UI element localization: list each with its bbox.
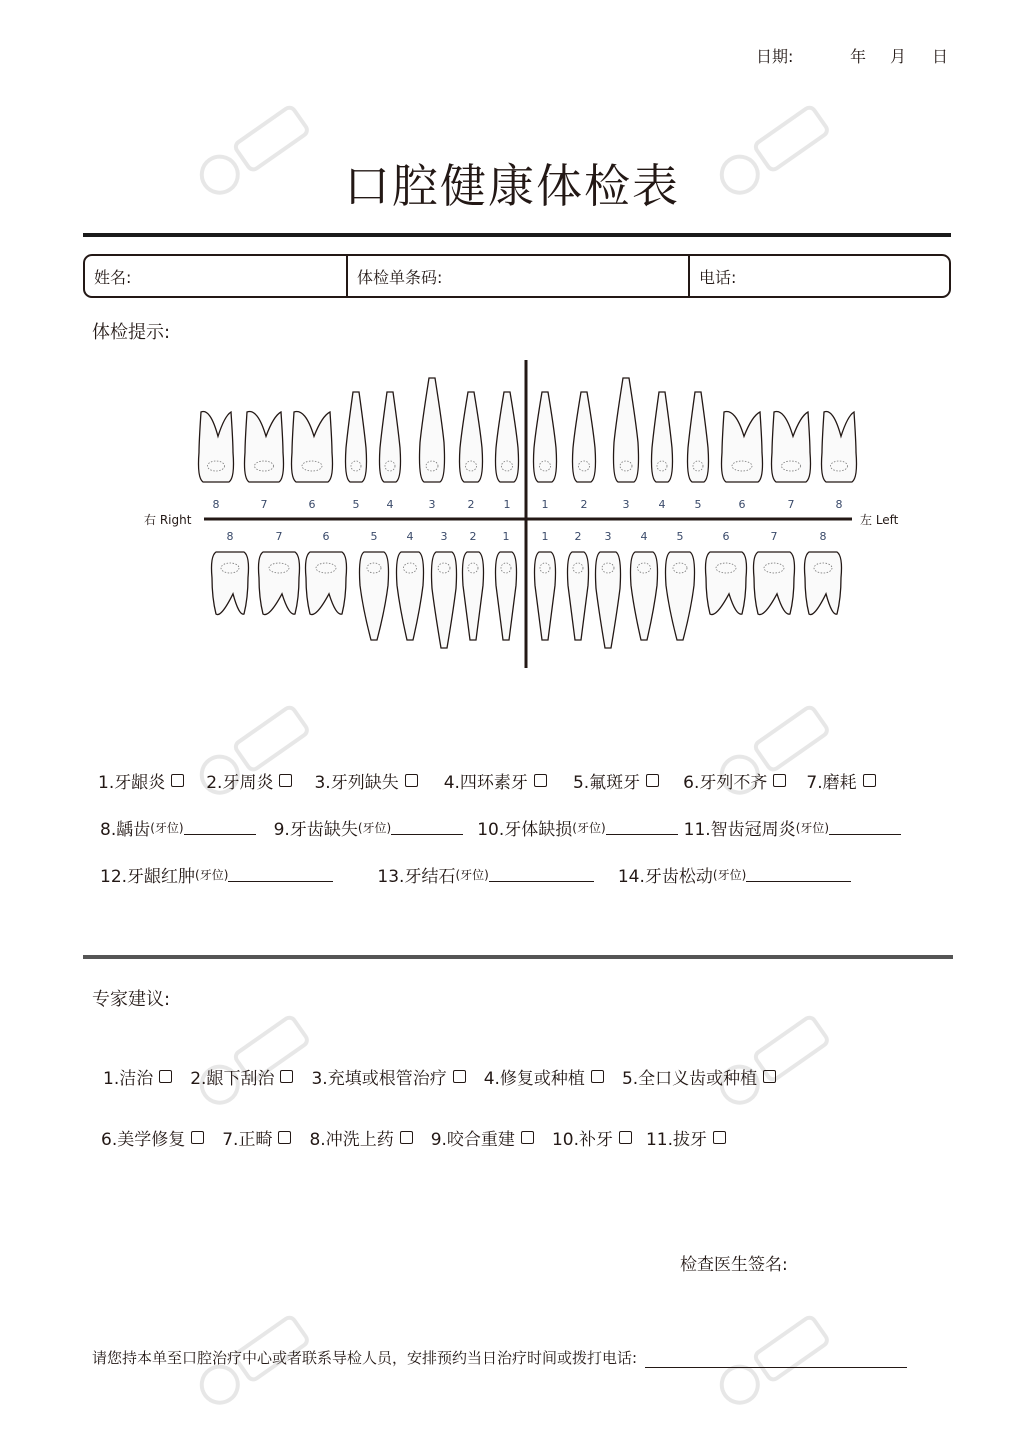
findings-row-1 xyxy=(98,768,876,793)
checkbox[interactable] xyxy=(591,1070,604,1083)
option-suffix: (牙位) xyxy=(712,868,747,882)
checkbox[interactable] xyxy=(171,774,184,787)
lower-tooth xyxy=(754,552,795,615)
upper-tooth xyxy=(614,378,639,482)
option-suffix: (牙位) xyxy=(357,821,392,835)
option-findings_row1-3[interactable] xyxy=(444,768,547,793)
checkbox[interactable] xyxy=(521,1131,534,1144)
option-label: 1.洁治 xyxy=(103,1069,154,1089)
tooth-number: 2 xyxy=(580,498,588,511)
option-label: 1.牙龈炎 xyxy=(98,773,166,793)
option-findings_row1-2[interactable] xyxy=(314,768,417,793)
option-suffix: (牙位) xyxy=(572,821,606,835)
tooth-number: 3 xyxy=(622,498,630,511)
date-year: 年 xyxy=(850,47,867,66)
option-findings_row3-0[interactable] xyxy=(100,862,333,887)
lower-tooth xyxy=(596,552,621,648)
tooth-position-blank[interactable] xyxy=(184,820,256,835)
upper-tooth xyxy=(460,392,483,482)
lower-tooth xyxy=(568,552,589,640)
signature-label: 检查医生签名: xyxy=(680,1255,788,1275)
checkbox[interactable] xyxy=(400,1131,413,1144)
footer-text: 请您持本单至口腔治疗中心或者联系导检人员，安排预约当日治疗时间或拨打电话: xyxy=(92,1349,638,1367)
checkbox[interactable] xyxy=(453,1070,466,1083)
findings-row-3 xyxy=(100,862,851,887)
option-suffix: (牙位) xyxy=(795,821,830,835)
option-advice_row2-3[interactable] xyxy=(431,1125,534,1150)
tooth-number: 5 xyxy=(694,498,702,511)
option-findings_row1-6[interactable] xyxy=(806,768,875,793)
option-suffix: (牙位) xyxy=(455,868,489,882)
tooth-number: 5 xyxy=(370,530,378,543)
section-divider xyxy=(83,955,953,959)
name-label: 姓名: xyxy=(94,267,132,287)
lower-tooth xyxy=(631,552,658,640)
option-label: 5.氟斑牙 xyxy=(572,773,641,793)
phone-field[interactable] xyxy=(688,256,949,296)
option-findings_row3-2[interactable] xyxy=(618,862,851,887)
tooth-number: 5 xyxy=(676,530,684,543)
option-advice_row1-3[interactable] xyxy=(484,1064,604,1089)
option-advice_row2-4[interactable] xyxy=(552,1125,632,1150)
tooth-position-blank[interactable] xyxy=(489,867,594,882)
checkbox[interactable] xyxy=(280,1070,293,1083)
upper-tooth xyxy=(380,392,401,482)
lower-tooth xyxy=(805,552,842,615)
option-label: 11.拔牙 xyxy=(645,1130,708,1150)
tooth-number: 2 xyxy=(467,498,475,511)
phone-label: 电话: xyxy=(699,267,737,287)
option-label: 8.冲洗上药 xyxy=(309,1130,394,1150)
option-findings_row2-0[interactable] xyxy=(100,815,256,840)
tooth-number: 7 xyxy=(275,530,283,543)
watermark-logo xyxy=(705,998,846,1122)
option-label: 8.龋齿 xyxy=(100,820,151,840)
date-label: 日期: xyxy=(756,47,794,66)
tooth-number: 1 xyxy=(541,498,549,511)
tooth-number: 6 xyxy=(722,530,730,543)
tooth-number: 7 xyxy=(770,530,778,543)
date-day: 日 xyxy=(932,47,949,66)
upper-tooth xyxy=(652,392,673,482)
checkbox[interactable] xyxy=(773,774,786,787)
patient-info-box xyxy=(83,254,951,298)
upper-tooth xyxy=(496,392,519,482)
lower-tooth xyxy=(432,552,457,648)
tooth-number: 5 xyxy=(352,498,360,511)
option-label: 11.智齿冠周炎 xyxy=(683,820,796,840)
tooth-number: 8 xyxy=(835,498,843,511)
checkbox[interactable] xyxy=(713,1131,726,1144)
option-findings_row1-5[interactable] xyxy=(683,768,786,793)
lower-tooth xyxy=(360,552,389,640)
dental-chart xyxy=(140,358,910,670)
option-advice_row2-0[interactable] xyxy=(101,1125,204,1150)
option-suffix: (牙位) xyxy=(150,821,184,835)
option-label: 10.牙体缺损 xyxy=(477,820,573,840)
lower-tooth xyxy=(212,552,249,615)
tooth-number: 3 xyxy=(604,530,612,543)
lower-tooth xyxy=(706,552,747,615)
checkbox[interactable] xyxy=(534,774,547,787)
right-label: 右 Right xyxy=(144,513,192,527)
lower-tooth xyxy=(397,552,424,640)
option-label: 10.补牙 xyxy=(551,1130,613,1150)
checkbox[interactable] xyxy=(278,1131,291,1144)
option-findings_row1-1[interactable] xyxy=(206,768,292,793)
checkbox[interactable] xyxy=(646,774,659,787)
tooth-position-blank[interactable] xyxy=(746,867,851,882)
option-findings_row1-4[interactable] xyxy=(573,768,659,793)
tooth-number: 4 xyxy=(386,498,394,511)
checkbox[interactable] xyxy=(279,774,292,787)
option-label: 4.修复或种植 xyxy=(483,1069,585,1089)
tooth-position-blank[interactable] xyxy=(228,867,333,882)
option-label: 2.龈下刮治 xyxy=(190,1069,275,1089)
tooth-number: 6 xyxy=(308,498,316,511)
checkbox[interactable] xyxy=(405,774,418,787)
option-suffix: (牙位) xyxy=(195,868,229,882)
option-label: 14.牙齿松动 xyxy=(617,867,713,887)
tooth-number: 6 xyxy=(322,530,330,543)
tooth-number: 4 xyxy=(640,530,648,543)
option-findings_row3-1[interactable] xyxy=(377,862,593,887)
option-advice_row1-0[interactable] xyxy=(103,1064,172,1089)
checkbox[interactable] xyxy=(191,1131,204,1144)
findings-row-2 xyxy=(100,815,901,840)
left-label: 左 Left xyxy=(860,513,899,527)
tooth-number: 1 xyxy=(541,530,549,543)
date-month: 月 xyxy=(890,47,907,66)
option-advice_row2-5[interactable] xyxy=(646,1125,726,1150)
upper-tooth xyxy=(420,378,445,482)
option-label: 4.四环素牙 xyxy=(443,773,528,793)
option-findings_row2-2[interactable] xyxy=(477,815,677,840)
upper-tooth xyxy=(722,412,763,482)
lower-tooth xyxy=(306,552,347,615)
tooth-number: 8 xyxy=(226,530,234,543)
tooth-number: 1 xyxy=(502,530,510,543)
tooth-number: 1 xyxy=(503,498,511,511)
barcode-label: 体检单条码: xyxy=(357,267,443,287)
lower-tooth xyxy=(496,552,517,640)
footer xyxy=(92,1347,907,1368)
tooth-position-blank[interactable] xyxy=(391,820,463,835)
barcode-field[interactable] xyxy=(346,256,688,296)
option-findings_row2-1[interactable] xyxy=(274,815,464,840)
upper-tooth xyxy=(199,412,234,482)
option-label: 7.磨耗 xyxy=(806,773,857,793)
option-label: 3.牙列缺失 xyxy=(314,773,399,793)
option-label: 2.牙周炎 xyxy=(206,773,274,793)
date-row xyxy=(756,44,948,67)
option-label: 9.牙齿缺失 xyxy=(273,820,358,840)
watermark-logo xyxy=(705,688,846,812)
tooth-number: 8 xyxy=(212,498,220,511)
option-label: 6.美学修复 xyxy=(101,1130,186,1150)
upper-tooth xyxy=(573,392,596,482)
tooth-number: 4 xyxy=(658,498,666,511)
option-findings_row1-0[interactable] xyxy=(98,768,184,793)
option-label: 6.牙列不齐 xyxy=(683,773,768,793)
lower-tooth xyxy=(535,552,556,640)
tooth-number: 6 xyxy=(738,498,746,511)
advice-row-1 xyxy=(103,1064,776,1089)
upper-tooth xyxy=(822,412,857,482)
option-advice_row2-2[interactable] xyxy=(309,1125,412,1150)
tooth-position-blank[interactable] xyxy=(829,820,901,835)
advice-label: 专家建议: xyxy=(92,989,171,1010)
lower-tooth xyxy=(259,552,300,615)
option-advice_row1-4[interactable] xyxy=(622,1064,776,1089)
option-label: 12.牙龈红肿 xyxy=(100,867,196,887)
hint-label: 体检提示: xyxy=(92,322,171,343)
advice-row-2 xyxy=(101,1125,726,1150)
checkbox[interactable] xyxy=(159,1070,172,1083)
checkbox[interactable] xyxy=(863,774,876,787)
upper-tooth xyxy=(534,392,557,482)
upper-tooth xyxy=(292,412,333,482)
tooth-number: 4 xyxy=(406,530,414,543)
tooth-number: 2 xyxy=(574,530,582,543)
tooth-position-blank[interactable] xyxy=(606,820,678,835)
tooth-number: 7 xyxy=(787,498,795,511)
doctor-signature xyxy=(680,1250,788,1275)
title-divider xyxy=(83,233,951,237)
name-field[interactable] xyxy=(85,256,346,296)
option-label: 7.正畸 xyxy=(222,1130,273,1150)
tooth-number: 8 xyxy=(819,530,827,543)
option-label: 13.牙结石 xyxy=(377,867,456,887)
option-label: 9.咬合重建 xyxy=(430,1130,515,1150)
upper-tooth xyxy=(688,392,709,482)
upper-tooth xyxy=(346,392,367,482)
lower-tooth xyxy=(666,552,695,640)
watermark-logo xyxy=(185,998,326,1122)
footer-phone-blank[interactable] xyxy=(645,1351,907,1368)
option-findings_row2-3[interactable] xyxy=(684,815,901,840)
option-label: 3.充填或根管治疗 xyxy=(311,1069,447,1089)
page-title: 口腔健康体检表 xyxy=(344,159,680,213)
option-advice_row1-2[interactable] xyxy=(311,1064,465,1089)
upper-tooth xyxy=(245,412,284,482)
option-label: 5.全口义齿或种植 xyxy=(621,1069,758,1089)
watermark-logo xyxy=(185,688,326,812)
tooth-number: 7 xyxy=(260,498,268,511)
tooth-number: 2 xyxy=(469,530,477,543)
option-advice_row2-1[interactable] xyxy=(222,1125,291,1150)
option-advice_row1-1[interactable] xyxy=(190,1064,293,1089)
checkbox[interactable] xyxy=(763,1070,776,1083)
tooth-number: 3 xyxy=(428,498,436,511)
lower-tooth xyxy=(463,552,484,640)
upper-tooth xyxy=(772,412,811,482)
checkbox[interactable] xyxy=(619,1131,632,1144)
tooth-number: 3 xyxy=(440,530,448,543)
